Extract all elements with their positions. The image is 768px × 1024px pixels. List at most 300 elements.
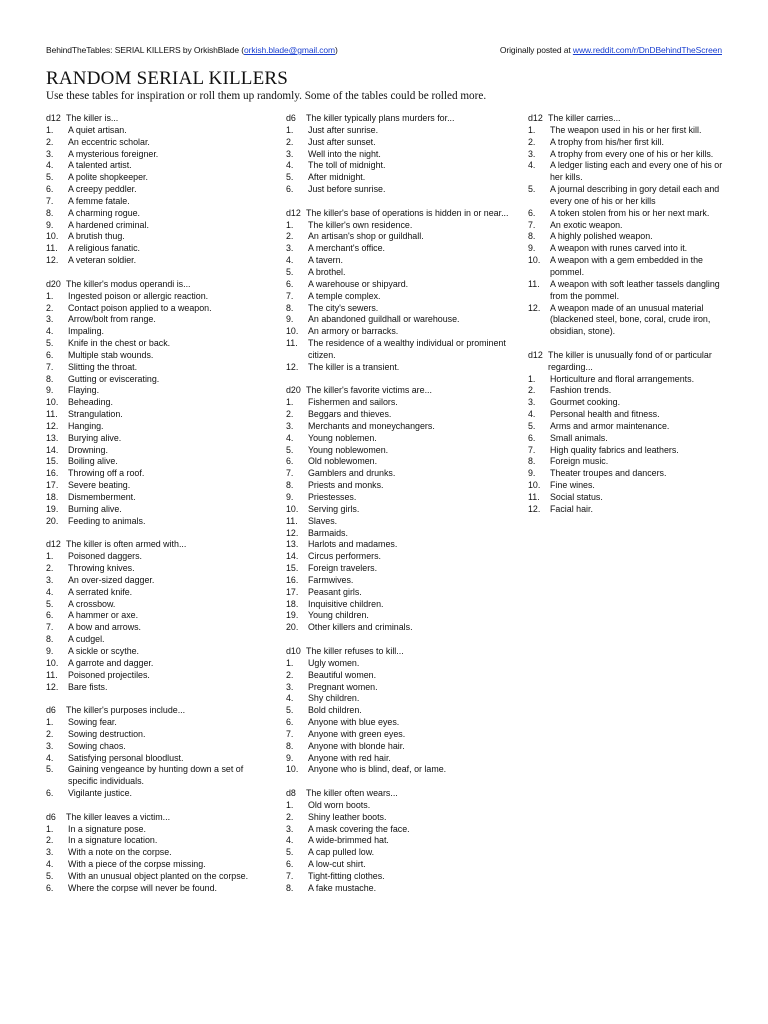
list-item (46, 658, 271, 670)
list-item (46, 397, 271, 409)
list-item (46, 729, 271, 741)
list-item (528, 279, 728, 303)
item-text: After midnight. (308, 172, 366, 183)
item-text: An exotic weapon. (550, 219, 623, 230)
list-item (46, 362, 271, 374)
item-text: A charming rogue. (68, 207, 141, 218)
item-text: Burying alive. (68, 432, 122, 443)
table-title: The killer refuses to kill... (306, 645, 404, 656)
item-number: 12. (46, 255, 59, 266)
list-item (286, 717, 514, 729)
die-type: d6 (286, 113, 296, 123)
list-item (46, 445, 271, 457)
item-number: 8. (46, 207, 54, 218)
list-item (286, 184, 514, 196)
item-text: An abandoned guildhall or warehouse. (308, 314, 460, 325)
item-number: 4. (286, 255, 294, 266)
list-item (528, 409, 728, 421)
list-item (528, 255, 728, 279)
list-item (46, 634, 271, 646)
list-item (528, 445, 728, 457)
item-text: With an unusual object planted on the corpse. (68, 871, 249, 881)
item-text: Bare fists. (68, 681, 108, 692)
table-title: The killer's purposes include... (66, 705, 186, 716)
item-text: A weapon with soft leather tassels dangling from the pommel. (550, 278, 720, 301)
item-number: 1. (528, 124, 536, 135)
item-number: 6. (286, 717, 294, 728)
item-text: Bold children. (308, 705, 362, 716)
page-header (46, 45, 722, 59)
item-number: 12. (286, 527, 299, 538)
item-text: A creepy peddler. (68, 184, 137, 195)
item-text: Peasant girls. (308, 586, 362, 597)
roll-table (286, 646, 514, 776)
item-number: 13. (286, 539, 299, 550)
item-text: Gutting or eviscerating. (68, 373, 160, 384)
list-item (286, 883, 514, 895)
list-item (46, 220, 271, 232)
item-text: Well into the night. (308, 148, 381, 159)
item-text: Personal health and fitness. (550, 409, 660, 420)
item-text: A brothel. (308, 266, 346, 277)
list-item (286, 563, 514, 575)
list-item (286, 741, 514, 753)
item-text: A religious fanatic. (68, 243, 141, 254)
roll-table (46, 279, 271, 528)
item-number: 6. (286, 456, 294, 467)
item-number: 6. (46, 610, 54, 621)
credit-email-link[interactable]: orkish.blade@gmail.com (244, 45, 336, 55)
list-item (528, 160, 728, 184)
list-item (46, 563, 271, 575)
item-text: Shiny leather boots. (308, 811, 387, 822)
item-number: 3. (46, 148, 54, 159)
item-number: 18. (286, 598, 299, 609)
source-url-link[interactable]: www.reddit.com/r/DnDBehindTheScreen (572, 45, 722, 55)
column-2 (286, 113, 514, 907)
item-number: 3. (46, 574, 54, 585)
list-item (528, 208, 728, 220)
list-item (46, 670, 271, 682)
item-text: Theater troupes and dancers. (550, 468, 667, 479)
list-item (46, 385, 271, 397)
item-number: 12. (528, 302, 541, 313)
list-item (528, 433, 728, 445)
list-item (46, 682, 271, 694)
list-item (46, 753, 271, 765)
item-number: 8. (46, 373, 54, 384)
list-item (286, 220, 514, 232)
list-item (46, 622, 271, 634)
item-text: Young children. (308, 610, 369, 621)
item-text: Tight-fitting clothes. (308, 871, 385, 881)
item-number: 5. (528, 184, 536, 195)
item-text: A merchant's office. (308, 243, 386, 254)
list-item (286, 670, 514, 682)
item-number: 2. (286, 669, 294, 680)
list-item (528, 303, 728, 339)
item-text: Serving girls. (308, 503, 360, 514)
item-text: A sickle or scythe. (68, 645, 140, 656)
item-number: 4. (528, 160, 536, 171)
table-heading (286, 385, 514, 397)
list-item (286, 303, 514, 315)
table-title: The killer's favorite victims are... (306, 385, 432, 396)
item-text: Feeding to animals. (68, 515, 146, 526)
list-item (46, 421, 271, 433)
list-item (46, 516, 271, 528)
item-number: 3. (528, 148, 536, 159)
item-text: High quality fabrics and leathers. (550, 444, 679, 455)
roll-table (528, 350, 728, 516)
item-number: 1. (46, 551, 54, 562)
item-text: Strangulation. (68, 409, 123, 420)
item-text: Farmwives. (308, 574, 354, 585)
item-text: Anyone with green eyes. (308, 728, 406, 739)
roll-table (528, 113, 728, 338)
item-number: 12. (46, 681, 59, 692)
item-text: Social status. (550, 492, 603, 502)
item-text: Slaves. (308, 515, 338, 526)
list-item (286, 516, 514, 528)
item-number: 7. (286, 871, 294, 881)
item-number: 11. (528, 278, 540, 289)
list-item (286, 847, 514, 859)
item-number: 1. (286, 799, 294, 810)
item-number: 1. (46, 717, 54, 728)
table-title: The killer's base of operations is hidden in or near... (306, 207, 509, 218)
item-text: A brutish thug. (68, 231, 125, 242)
item-text: Young noblemen. (308, 432, 377, 443)
list-item (286, 409, 514, 421)
item-text: Foreign music. (550, 456, 609, 467)
item-number: 5. (286, 444, 294, 455)
item-number: 5. (286, 705, 294, 716)
item-text: A wide-brimmed hat. (308, 835, 389, 846)
item-number: 10. (286, 326, 299, 337)
item-text: A fake mustache. (308, 882, 377, 893)
list-item (528, 397, 728, 409)
list-item (286, 551, 514, 563)
item-text: A hardened criminal. (68, 219, 149, 230)
item-number: 4. (46, 752, 54, 763)
item-text: Young noblewomen. (308, 444, 389, 455)
list-item (528, 385, 728, 397)
list-item (528, 231, 728, 243)
item-number: 4. (286, 693, 294, 704)
item-text: A weapon made of an unusual material (blackened steel, bone, coral, crude iron, obsidian, stone). (550, 302, 711, 337)
list-item (286, 824, 514, 836)
list-item (286, 433, 514, 445)
item-text: A warehouse or shipyard. (308, 278, 409, 289)
column-3 (528, 113, 728, 528)
item-number: 13. (46, 432, 59, 443)
list-item (286, 456, 514, 468)
item-number: 4. (286, 835, 294, 846)
item-text: With a note on the corpse. (68, 847, 172, 858)
item-text: Beautiful women. (308, 669, 377, 680)
item-text: Barmaids. (308, 527, 348, 538)
item-text: Sowing destruction. (68, 728, 146, 739)
item-number: 2. (46, 302, 54, 313)
item-number: 10. (286, 764, 299, 775)
item-number: 6. (46, 788, 54, 799)
item-number: 3. (46, 314, 54, 325)
list-item (46, 184, 271, 196)
item-text: Ugly women. (308, 657, 360, 668)
item-text: Horticulture and floral arrangements. (550, 373, 695, 384)
list-item (528, 480, 728, 492)
item-number: 7. (286, 290, 294, 301)
table-heading (528, 113, 728, 125)
table-heading (46, 113, 271, 125)
item-number: 2. (46, 728, 54, 739)
item-number: 12. (286, 361, 299, 372)
item-text: Burning alive. (68, 503, 122, 514)
item-number: 8. (528, 456, 536, 467)
item-number: 5. (46, 172, 54, 183)
item-number: 3. (286, 148, 294, 159)
item-text: Drowning. (68, 444, 108, 455)
item-number: 9. (528, 468, 536, 479)
item-text: Hanging. (68, 420, 104, 431)
table-title: The killer carries... (548, 113, 621, 123)
item-number: 1. (286, 397, 294, 408)
list-item (286, 160, 514, 172)
item-number: 9. (46, 385, 54, 396)
item-number: 20. (46, 515, 59, 526)
list-item (286, 835, 514, 847)
list-item (286, 125, 514, 137)
list-item (286, 338, 514, 362)
item-number: 5. (46, 871, 54, 881)
item-text: The killer is a transient. (308, 361, 400, 372)
item-text: Gourmet cooking. (550, 397, 621, 408)
item-text: The killer's own residence. (308, 219, 413, 230)
item-number: 2. (46, 563, 54, 574)
list-item (286, 693, 514, 705)
item-number: 6. (528, 207, 536, 218)
item-text: Small animals. (550, 432, 608, 443)
item-text: Throwing knives. (68, 563, 135, 574)
item-text: A garrote and dagger. (68, 657, 154, 668)
credit-line: BehindTheTables: SERIAL KILLERS by OrkishBlade (orkish.blade@gmail.com) (46, 45, 338, 55)
item-number: 11. (528, 492, 540, 502)
item-text: Facial hair. (550, 503, 593, 514)
list-item (286, 362, 514, 374)
item-number: 16. (286, 574, 299, 585)
item-number: 5. (528, 420, 536, 431)
item-text: Sowing chaos. (68, 740, 126, 751)
item-text: Gaining vengeance by hunting down a set of specific individuals. (68, 764, 244, 787)
item-text: Circus performers. (308, 551, 381, 562)
item-text: Impaling. (68, 326, 105, 337)
table-heading (286, 788, 514, 800)
item-text: With a piece of the corpse missing. (68, 859, 206, 870)
list-item (286, 599, 514, 611)
item-text: Where the corpse will never be found. (68, 882, 217, 893)
page-title: RANDOM SERIAL KILLERS (46, 68, 289, 89)
item-number: 5. (46, 338, 54, 349)
list-item (286, 445, 514, 457)
page-subtitle: Use these tables for inspiration or roll them up randomly. Some of the tables could be rolled more. (46, 90, 487, 102)
item-number: 8. (286, 740, 294, 751)
list-item (46, 587, 271, 599)
list-item (46, 504, 271, 516)
item-number: 9. (46, 219, 54, 230)
item-text: Merchants and moneychangers. (308, 420, 435, 431)
list-item (46, 847, 271, 859)
list-item (286, 137, 514, 149)
item-text: A talented artist. (68, 160, 132, 171)
item-text: A polite shopkeeper. (68, 172, 148, 183)
list-item (46, 551, 271, 563)
item-number: 4. (46, 160, 54, 171)
roll-table (46, 113, 271, 267)
item-number: 18. (46, 492, 59, 502)
item-number: 20. (286, 622, 299, 633)
die-type: d12 (528, 349, 543, 360)
item-number: 2. (528, 385, 536, 396)
item-number: 10. (528, 255, 541, 266)
list-item (286, 480, 514, 492)
table-title: The killer is often armed with... (66, 539, 187, 550)
item-number: 17. (286, 586, 299, 597)
item-number: 2. (286, 409, 294, 420)
item-text: Anyone with blue eyes. (308, 717, 400, 728)
list-item (286, 149, 514, 161)
list-item (286, 231, 514, 243)
item-text: A bow and arrows. (68, 622, 142, 633)
list-item (528, 421, 728, 433)
table-heading (286, 113, 514, 125)
item-number: 2. (46, 136, 54, 147)
list-item (46, 409, 271, 421)
list-item (286, 871, 514, 883)
list-item (46, 871, 271, 883)
list-item (286, 587, 514, 599)
list-item (46, 314, 271, 326)
item-text: The residence of a wealthy individual or prominent citizen. (308, 338, 506, 360)
list-item (286, 705, 514, 717)
item-number: 19. (286, 610, 299, 621)
roll-table (286, 208, 514, 374)
list-item (46, 172, 271, 184)
item-text: Boiling alive. (68, 456, 118, 467)
item-text: The city's sewers. (308, 302, 379, 313)
list-item (46, 824, 271, 836)
item-text: Fishermen and sailors. (308, 397, 398, 408)
item-number: 10. (528, 480, 541, 491)
die-type: d12 (528, 113, 543, 123)
item-number: 9. (286, 492, 294, 502)
item-number: 3. (286, 420, 294, 431)
list-item (286, 504, 514, 516)
item-text: Anyone who is blind, deaf, or lame. (308, 764, 447, 775)
list-item (528, 468, 728, 480)
item-text: Throwing off a roof. (68, 468, 145, 479)
roll-table (286, 788, 514, 895)
list-item (286, 622, 514, 634)
item-number: 3. (528, 397, 536, 408)
item-text: Poisoned projectiles. (68, 669, 150, 680)
list-item (46, 338, 271, 350)
item-text: A token stolen from his or her next mark. (550, 207, 710, 218)
roll-table (286, 113, 514, 196)
table-heading (46, 539, 271, 551)
item-text: Flaying. (68, 385, 100, 396)
list-item (46, 575, 271, 587)
item-text: Severe beating. (68, 480, 131, 491)
list-item (46, 835, 271, 847)
table-title: The killer often wears... (306, 788, 398, 799)
list-item (528, 504, 728, 516)
item-text: Inquisitive children. (308, 598, 384, 609)
item-text: Slitting the throat. (68, 361, 138, 372)
list-item (46, 468, 271, 480)
list-item (46, 788, 271, 800)
item-number: 11. (46, 409, 58, 420)
item-text: In a signature pose. (68, 823, 146, 834)
item-number: 11. (286, 515, 298, 526)
item-number: 8. (286, 882, 294, 893)
item-number: 5. (46, 764, 54, 775)
list-item (286, 812, 514, 824)
item-number: 17. (46, 480, 59, 491)
item-text: A crossbow. (68, 598, 116, 609)
item-number: 14. (286, 551, 299, 562)
item-number: 1. (46, 290, 54, 301)
item-number: 6. (46, 882, 54, 893)
list-item (46, 492, 271, 504)
item-text: Fine wines. (550, 480, 595, 491)
item-number: 11. (46, 243, 58, 254)
item-number: 7. (46, 361, 54, 372)
item-text: The weapon used in his or her first kill. (550, 124, 702, 135)
item-number: 10. (46, 397, 59, 408)
item-number: 8. (286, 302, 294, 313)
item-text: Arms and armor maintenance. (550, 420, 670, 431)
list-item (46, 137, 271, 149)
item-number: 15. (286, 563, 299, 574)
item-number: 6. (46, 349, 54, 360)
item-number: 12. (46, 420, 59, 431)
item-number: 4. (46, 586, 54, 597)
list-item (46, 741, 271, 753)
item-number: 10. (46, 657, 59, 668)
item-text: A trophy from his/her first kill. (550, 136, 664, 147)
list-item (46, 456, 271, 468)
table-heading (46, 279, 271, 291)
item-number: 1. (46, 823, 54, 834)
list-item (46, 859, 271, 871)
item-text: Contact poison applied to a weapon. (68, 302, 212, 313)
table-title: The killer's modus operandi is... (66, 278, 191, 289)
item-text: Satisfying personal bloodlust. (68, 752, 184, 763)
item-text: Dismemberment. (68, 492, 136, 502)
item-text: A quiet artisan. (68, 124, 127, 135)
item-text: A serrated knife. (68, 586, 133, 597)
item-text: A femme fatale. (68, 195, 130, 206)
list-item (286, 658, 514, 670)
item-text: Shy children. (308, 693, 360, 704)
die-type: d10 (286, 645, 301, 656)
list-item (46, 610, 271, 622)
item-number: 6. (286, 184, 294, 195)
list-item (528, 492, 728, 504)
item-text: A highly polished weapon. (550, 231, 653, 242)
list-item (286, 397, 514, 409)
